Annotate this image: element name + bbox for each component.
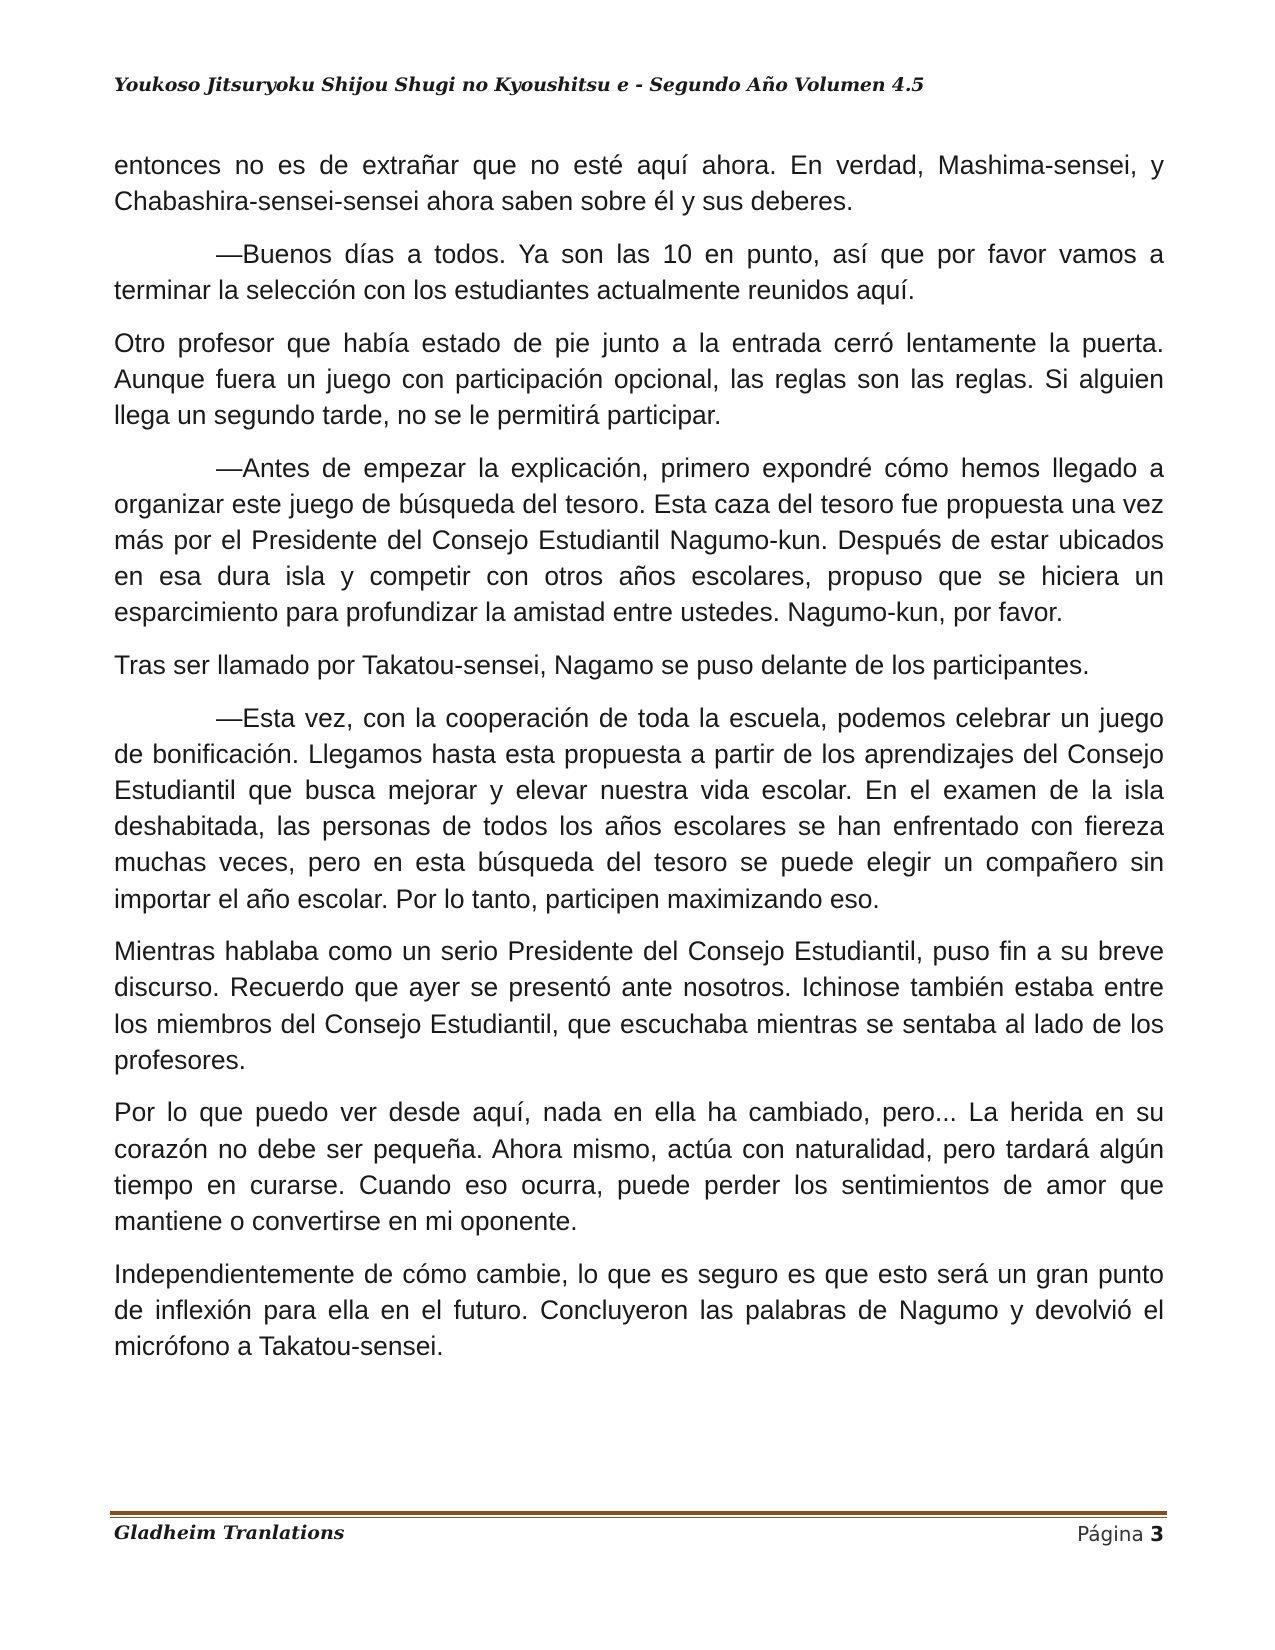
- page-number-label: [1077, 1522, 1164, 1546]
- paragraph: Por lo que puedo ver desde aquí, nada en ella ha cambiado, pero... La herida en su corazón no debe ser pequeña. Ahora mismo, actúa con naturalidad, pero tardará algún tiempo en curarse. Cuando eso ocurra, puede perder los sentimientos de amor que mantiene o convertirse en mi oponente.: [114, 1097, 1164, 1237]
- translator-credit: Gladheim Tranlations: [114, 1522, 345, 1544]
- paragraph: Independientemente de cómo cambie, lo que es seguro es que esto será un gran punto de inflexión para ella en el futuro. Concluyeron las palabras de Nagumo y devolvió el micrófono a Takatou-sensei.: [114, 1258, 1164, 1362]
- footer-divider-thick: [110, 1511, 1167, 1515]
- page-number: 3: [1150, 1522, 1164, 1546]
- dialogue-paragraph: —Antes de empezar la explicación, primero expondré cómo hemos llegado a organizar este juego de búsqueda del tesoro. Esta caza del tesoro fue propuesta una vez más por el Presidente del Consejo Estudiantil Nagumo-kun. Después de estar ubicados en esa dura isla y competir con otros años escolares, propuso que se hiciera un esparcimiento para profundizar la amistad entre ustedes. Nagumo-kun, por favor.: [114, 452, 1164, 628]
- dialogue-paragraph: —Esta vez, con la cooperación de toda la escuela, podemos celebrar un juego de bonificación. Llegamos hasta esta propuesta a partir de los aprendizajes del Consejo Estudiantil que busca mejorar y elevar nuestra vida escolar. En el examen de la isla deshabitada, las personas de todos los años escolares se han enfrentado con fiereza muchas veces, pero en esta búsqueda del tesoro se puede elegir un compañero sin importar el año escolar. Por lo tanto, participen maximizando eso.: [114, 702, 1164, 914]
- page-label: Página: [1077, 1522, 1144, 1546]
- footer-divider-thin: [110, 1517, 1167, 1518]
- paragraph: Tras ser llamado por Takatou-sensei, Nagamo se puso delante de los participantes.: [114, 650, 1090, 680]
- paragraph: Otro profesor que había estado de pie junto a la entrada cerró lentamente la puerta. Aunque fuera un juego con participación opcional, las reglas son las reglas. Si alguien llega un segundo tarde, no se le permitirá participar.: [114, 327, 1164, 430]
- footer-divider: [110, 1511, 1167, 1518]
- dialogue-paragraph: —Buenos días a todos. Ya son las 10 en punto, así que por favor vamos a terminar la selección con los estudiantes actualmente reunidos aquí.: [114, 238, 1164, 305]
- paragraph: Mientras hablaba como un serio Presidente del Consejo Estudiantil, puso fin a su breve discurso. Recuerdo que ayer se presentó ante nosotros. Ichinose también estaba entre los miembros del Consejo Estudiantil, que escuchaba mientras se sentaba al lado de los profesores.: [114, 936, 1164, 1075]
- paragraph: entonces no es de extrañar que no esté aquí ahora. En verdad, Mashima-sensei, y Chabashira-sensei-sensei ahora saben sobre él y sus deberes.: [114, 150, 1164, 217]
- running-header: Youkoso Jitsuryoku Shijou Shugi no Kyoushitsu e - Segundo Año Volumen 4.5: [114, 74, 925, 96]
- body-text: [114, 147, 1164, 1381]
